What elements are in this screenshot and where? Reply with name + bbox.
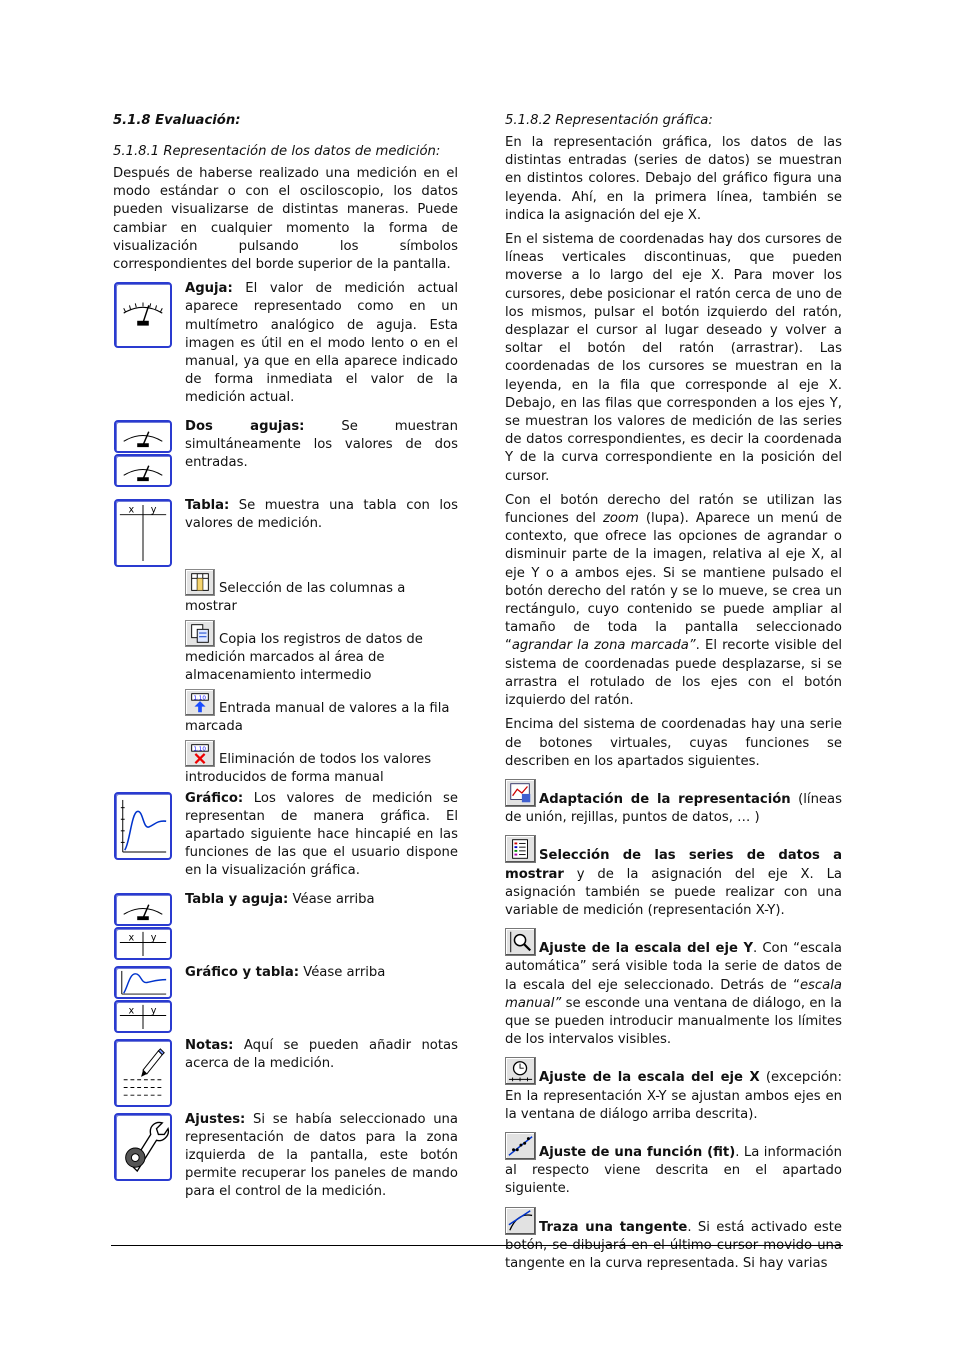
table-icon[interactable]: [114, 1000, 172, 1033]
graph-paragraph-4: Encima del sistema de coordenadas hay una serie de botones virtuales, cuyas funciones se describen en los apartados siguientes.: [505, 717, 842, 769]
table-sub-text: Selección de las columnas a mostrar: [185, 580, 406, 614]
section-title: 5.1.8 Evaluación:: [113, 113, 241, 128]
table-icon[interactable]: [114, 927, 172, 960]
select-series-icon[interactable]: [505, 835, 536, 863]
delete-values-icon[interactable]: [185, 740, 215, 767]
table-icon-x: x: [128, 932, 135, 944]
table-sub-delete: [185, 740, 458, 787]
notes-pencil-icon[interactable]: [114, 1039, 172, 1107]
column-select-icon[interactable]: [185, 569, 215, 596]
adapt-representation-icon[interactable]: [505, 779, 536, 807]
subsection-title-graph: 5.1.8.2 Representación gráfica:: [505, 113, 713, 128]
graph-icon[interactable]: [114, 792, 172, 860]
manual-entry-icon[interactable]: [185, 689, 215, 716]
notes-text: Aquí se pueden añadir notas acerca de la medición.: [185, 1037, 458, 1071]
graph-paragraph-1: En la representación gráfica, los datos de las distintas entradas (series de datos) se muestran en distintos colores. Debajo del gráfico figura una leyenda. Ahí, en la primera línea, también se indica la asignación del eje X.: [505, 135, 842, 223]
graph-table-block: [113, 964, 458, 1033]
table-block: [113, 497, 458, 567]
table-icon-x: x: [128, 1005, 135, 1017]
fit-item: Ajuste de una función (fit). La información al respecto viene descrita en el apartado siguiente.: [505, 1132, 842, 1199]
needle-gauge-icon[interactable]: [114, 420, 172, 453]
footer-rule: [111, 1245, 843, 1246]
copy-icon[interactable]: [185, 620, 215, 647]
y-scale-magnifier-icon[interactable]: [505, 928, 536, 956]
graph-icon[interactable]: [114, 966, 172, 999]
graph-table-text: Véase arriba: [299, 964, 386, 980]
fit-function-icon[interactable]: [505, 1132, 536, 1160]
table-term: Tabla:: [185, 497, 230, 513]
graph-block: [113, 790, 458, 887]
table-sub-text: Eliminación de todos los valores introducidos de forma manual: [185, 751, 432, 785]
graph-paragraph-2: En el sistema de coordenadas hay dos cursores de líneas verticales discontinuas, que pueden moverse a lo largo del eje X. Para mover los cursores, debe posicionar el ratón cerca de uno de los mismos, pulsar el botón izquierdo del ratón, desplazar el cursor al lugar deseado y volver a soltar el botón del ratón (arrastrar). Las coordenadas de los cursores se muestran en la leyenda, en la fila que corresponde al eje X. Debajo, en las filas que corresponden a los ejes Y, se muestran los valores de medición de las series de datos correspondientes, es decir la coordenada Y de la curva correspondiente en la posición del cursor.: [505, 232, 842, 484]
notes-term: Notas:: [185, 1037, 234, 1053]
table-text: Se muestra una tabla con los valores de medición.: [185, 497, 458, 531]
table-sub-text: Copia los registros de datos de medición marcados al área de almacenamiento intermedio: [185, 631, 423, 683]
needle-gauge-icon[interactable]: [114, 893, 172, 926]
settings-text: Si se había seleccionado una representación de datos para la zona izquierda de la pantalla, este botón permite recuperar los paneles de mando para el control de la medición.: [185, 1111, 458, 1200]
table-needle-block: [113, 891, 458, 960]
graph-paragraph-3: Con el botón derecho del ratón se utilizan las funciones del zoom (lupa). Aparece un menú de contexto, que ofrece las opciones de agrandar o disminuir parte de la imagen, relativa al eje X, al eje Y o a ambos ejes. Si se mantiene pulsado el botón derecho del ratón y se lo mueve, se crea un rectángulo, cuyo contenido se puede ampliar al tamaño de toda la pantalla seleccionado “agrandar la zona marcada”. El recorte visible del sistema de coordenadas puede desplazarse, si se arrastra el rotulado de los ejes con el botón izquierdo del ratón.: [505, 492, 843, 709]
table-sub-text: Entrada manual de valores a la fila marcada: [185, 700, 450, 734]
x-scale-clock-icon[interactable]: [505, 1057, 536, 1085]
table-icon-x: x: [128, 504, 135, 516]
graph-table-term: Gráfico y tabla:: [185, 964, 299, 980]
adapt-representation-item: Adaptación de la representación (líneas de unión, rejillas, puntos de datos, … ): [505, 779, 842, 827]
settings-block: [113, 1111, 458, 1208]
two-needles-text: Se muestran simultáneamente los valores de dos entradas.: [185, 418, 458, 471]
settings-term: Ajustes:: [185, 1111, 246, 1127]
table-needle-text: Véase arriba: [288, 891, 375, 907]
table-sub-copy: [185, 620, 458, 685]
y-scale-item: Ajuste de la escala del eje Y. Con “escala automática” será visible toda la serie de datos de la escala del eje seleccionado. Detrás de “escala manual” se esconde una ventana de diálogo, en la que se pueden introducir manualmente los límites de los intervalos visibles.: [505, 928, 842, 1049]
graph-text: Los valores de medición se representan de manera gráfica. El apartado siguiente hace hincapié en las funciones de las que el usuario dispone en la visualización gráfica.: [185, 790, 458, 879]
svg-text:1.10: 1.10: [193, 694, 206, 701]
notes-block: [113, 1037, 458, 1107]
table-icon-y: y: [150, 932, 157, 944]
tangent-icon[interactable]: [505, 1207, 536, 1235]
graph-term: Gráfico:: [185, 790, 244, 806]
table-icon-y: y: [150, 1005, 157, 1017]
table-sub-manual: [185, 689, 458, 736]
select-series-item: Selección de las series de datos a mostrar y de la asignación del eje X. La asignación también se puede realizar con una variable de medición (representación X-Y).: [505, 835, 842, 920]
needle-text: El valor de medición actual aparece representado como en un multímetro analógico de aguja. Esta imagen es útil en el modo lento o en el manual, ya que en ella aparece indicado de forma inmediata el valor de la medición actual.: [185, 281, 458, 406]
needle-gauge-icon[interactable]: [114, 454, 172, 487]
needle-block: [113, 280, 458, 413]
left-column: [113, 112, 458, 1212]
table-icon-y: y: [150, 504, 157, 516]
svg-text:1.10: 1.10: [193, 745, 206, 752]
two-needles-term: Dos agujas:: [185, 418, 305, 434]
x-scale-item: Ajuste de la escala del eje X (excepción: En la representación X-Y se ajustan ambos ejes en la ventana de diálogo arriba descrita).: [505, 1057, 842, 1124]
table-sub-columns: [185, 569, 458, 616]
intro-paragraph: Después de haberse realizado una medición en el modo estándar o con el osciloscopio, los datos pueden visualizarse de distintas maneras. Puede cambiar en cualquier momento la forma de visualización pulsando los símbolos correspondientes del borde superior de la pantalla.: [113, 166, 458, 273]
subsection-title-data: 5.1.8.1 Representación de los datos de medición:: [113, 144, 441, 159]
wrench-settings-icon[interactable]: [114, 1113, 172, 1181]
needle-gauge-icon[interactable]: [114, 282, 172, 348]
tangent-item: Traza una tangente. Si está activado este botón, se dibujará en el último cursor movido una tangente en la curva representada. Si hay varias: [505, 1207, 842, 1274]
table-needle-term: Tabla y aguja:: [185, 891, 289, 907]
needle-term: Aguja:: [185, 281, 233, 297]
table-icon[interactable]: [114, 499, 172, 567]
two-needles-block: [113, 418, 458, 487]
right-column: [505, 112, 842, 1279]
